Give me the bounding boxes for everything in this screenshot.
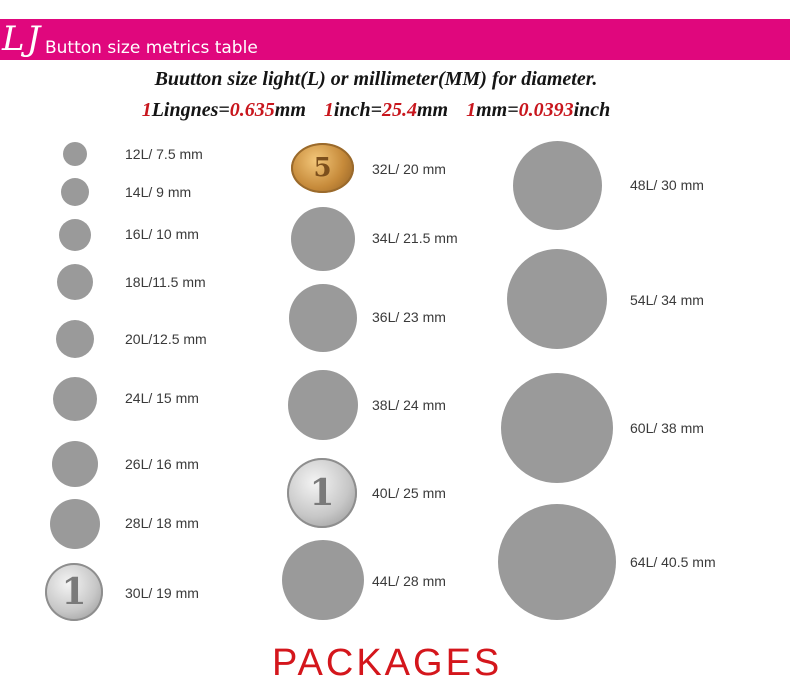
- banner-title: Button size metrics table: [45, 38, 258, 58]
- coin-value: 1: [61, 571, 87, 613]
- size-label-34l: 34L/ 21.5 mm: [372, 230, 458, 246]
- conv-1-text: Lingnes=: [151, 99, 230, 121]
- size-circle-48l: [513, 141, 602, 230]
- conv-2-unit: mm: [416, 99, 449, 121]
- size-label-36l: 36L/ 23 mm: [372, 309, 446, 325]
- size-label-48l: 48L/ 30 mm: [630, 177, 704, 193]
- size-label-40l: 40L/ 25 mm: [372, 485, 446, 501]
- size-label-20l: 20L/12.5 mm: [125, 331, 207, 347]
- size-label-64l: 64L/ 40.5 mm: [630, 554, 716, 570]
- size-circle-36l: [289, 284, 357, 352]
- size-label-16l: 16L/ 10 mm: [125, 226, 199, 242]
- conversion-line: [0, 98, 752, 122]
- size-label-24l: 24L/ 15 mm: [125, 390, 199, 406]
- coin-1-yuan-large-icon: [287, 458, 357, 528]
- coin-5-jiao-icon: [291, 143, 354, 193]
- size-label-14l: 14L/ 9 mm: [125, 184, 192, 200]
- size-circle-38l: [288, 370, 358, 440]
- size-circle-28l: [50, 499, 100, 549]
- size-circle-18l: [57, 264, 93, 300]
- conv-1-value: 0.635: [229, 99, 275, 121]
- size-label-44l: 44L/ 28 mm: [372, 573, 446, 589]
- size-circle-60l: [501, 373, 613, 483]
- conv-2-value: 25.4: [381, 99, 417, 121]
- size-label-60l: 60L/ 38 mm: [630, 420, 704, 436]
- size-circle-16l: [59, 219, 91, 251]
- size-label-26l: 26L/ 16 mm: [125, 456, 199, 472]
- size-circle-14l: [61, 178, 89, 206]
- conv-3-unit: inch: [573, 99, 611, 121]
- packages-heading: PACKAGES: [272, 642, 503, 684]
- size-circle-24l: [53, 377, 97, 421]
- conv-1-unit: mm: [274, 99, 306, 121]
- page-heading: Buutton size light(L) or millimeter(MM) for diameter.: [154, 68, 598, 90]
- conv-1-number: 1: [141, 99, 152, 121]
- size-circle-20l: [56, 320, 94, 358]
- coin-value: 1: [309, 472, 335, 514]
- size-label-32l: 32L/ 20 mm: [372, 161, 446, 177]
- size-label-28l: 28L/ 18 mm: [125, 515, 199, 531]
- conv-3-number: 1: [466, 99, 477, 121]
- conv-2-text: inch=: [333, 99, 382, 121]
- coin-1-yuan-icon: [45, 563, 103, 621]
- size-circle-12l: [63, 142, 87, 166]
- conv-3-text: mm=: [476, 99, 519, 121]
- conv-2-number: 1: [323, 99, 334, 121]
- size-label-18l: 18L/11.5 mm: [125, 274, 206, 290]
- size-circle-54l: [507, 249, 607, 349]
- size-circle-44l: [282, 540, 364, 620]
- size-circle-64l: [498, 504, 616, 620]
- coin-value: 5: [313, 153, 332, 183]
- size-label-12l: 12L/ 7.5 mm: [125, 146, 203, 162]
- size-circle-34l: [291, 207, 355, 271]
- size-label-30l: 30L/ 19 mm: [125, 585, 199, 601]
- conv-3-value: 0.0393: [518, 99, 574, 121]
- brand-logo: LJ: [2, 19, 43, 59]
- size-label-38l: 38L/ 24 mm: [372, 397, 446, 413]
- size-label-54l: 54L/ 34 mm: [630, 292, 704, 308]
- size-circle-26l: [52, 441, 98, 487]
